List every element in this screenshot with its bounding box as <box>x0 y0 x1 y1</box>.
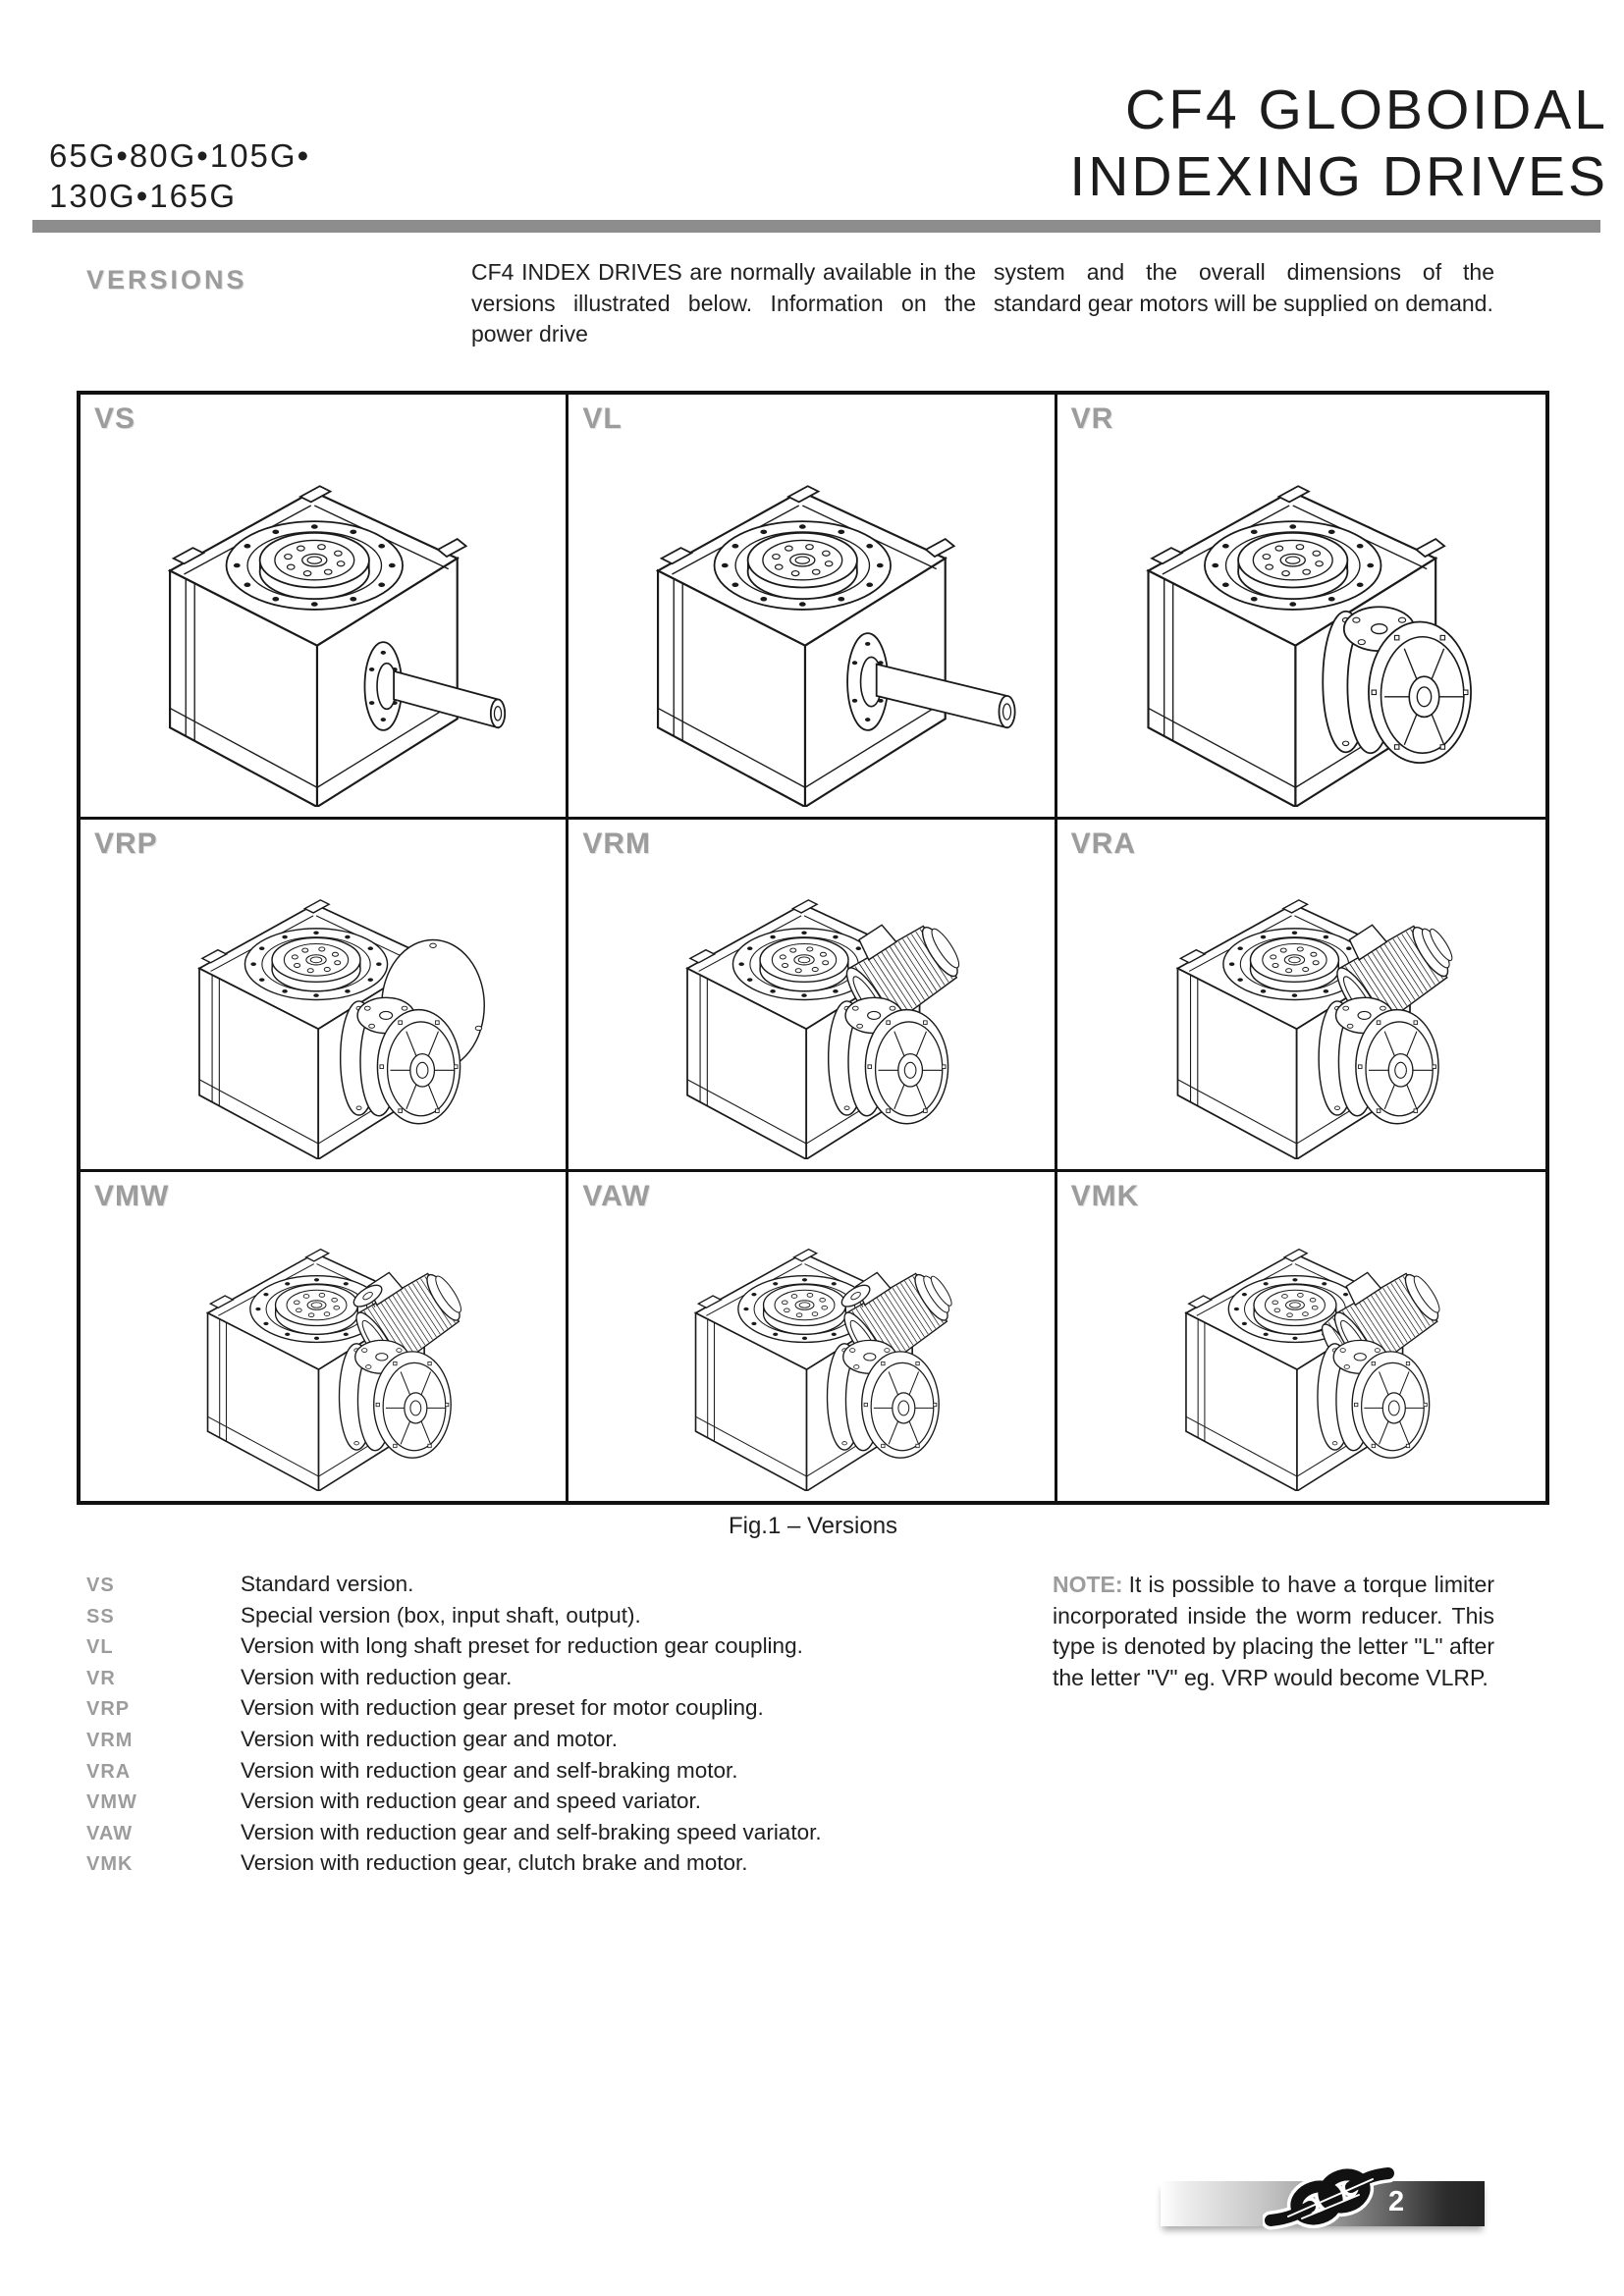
legend-code: VS <box>86 1575 115 1596</box>
product-codes-line1: 65G•80G•105G• <box>49 137 311 174</box>
grid-cell-vr <box>1057 395 1545 820</box>
machine-drawing-vr <box>1067 428 1536 807</box>
machine-drawing-vmk <box>1067 1205 1536 1491</box>
machine-drawing-vmw <box>90 1205 557 1491</box>
page-title-line1: CF4 GLOBOIDAL <box>1125 79 1608 141</box>
header-rule <box>32 220 1600 233</box>
cell-label-vrm: VRM <box>582 828 651 860</box>
legend-row-vs <box>86 1572 822 1603</box>
versions-legend <box>86 1572 822 1882</box>
legend-row-vaw <box>86 1820 822 1851</box>
legend-row-vrm <box>86 1727 822 1758</box>
legend-description: Version with reduction gear, clutch brake and motor. <box>241 1850 748 1876</box>
legend-code: VRA <box>86 1760 132 1783</box>
legend-row-ss <box>86 1603 822 1634</box>
legend-row-vmw <box>86 1789 822 1820</box>
legend-code: VRP <box>86 1698 131 1721</box>
note-paragraph <box>1053 1570 1494 1693</box>
grid-cell-vrm <box>568 820 1056 1172</box>
legend-row-vra <box>86 1758 822 1789</box>
legend-row-vrp <box>86 1695 822 1727</box>
machine-drawing-vra <box>1067 853 1536 1159</box>
grid-cell-vra <box>1057 820 1545 1172</box>
legend-description: Version with reduction gear and self-braking speed variator. <box>241 1819 822 1844</box>
cell-label-vr: VR <box>1070 402 1114 435</box>
legend-description: Standard version. <box>241 1572 414 1596</box>
brand-knot-logo-icon <box>1263 2158 1396 2238</box>
legend-code: VR <box>86 1667 116 1689</box>
legend-row-vr <box>86 1665 822 1696</box>
cell-label-vmw: VMW <box>94 1180 170 1212</box>
legend-row-vl <box>86 1633 822 1665</box>
page-number: 2 <box>1388 2186 1405 2217</box>
cell-label-vrp: VRP <box>94 828 158 860</box>
legend-description: Version with reduction gear and self-braking motor. <box>241 1757 738 1783</box>
page-title-line2: INDEXING DRIVES <box>1069 145 1608 208</box>
intro-paragraph-1: CF4 INDEX DRIVES are normally available in the versions illustrated below. Information on the power drive <box>471 259 976 347</box>
note-text: It is possible to have a torque limiter incorporated inside the worm reducer. This type is denoted by placing the letter "L" after the letter "V" eg. VRP would become VLRP. <box>1053 1572 1494 1690</box>
legend-code: VMW <box>86 1791 137 1814</box>
cell-label-vmk: VMK <box>1070 1180 1140 1212</box>
legend-description: Version with reduction gear. <box>241 1664 513 1689</box>
figure-caption: Fig.1 – Versions <box>728 1513 898 1539</box>
legend-description: Version with long shaft preset for reduction gear coupling. <box>241 1633 803 1659</box>
machine-drawing-vaw <box>578 1205 1045 1491</box>
section-heading-versions: VERSIONS <box>86 265 247 294</box>
legend-row-vmk <box>86 1850 822 1882</box>
cell-label-vs: VS <box>94 402 136 435</box>
grid-cell-vs <box>81 395 568 820</box>
grid-cell-vrp <box>81 820 568 1172</box>
versions-figure-grid <box>77 391 1549 1505</box>
legend-code: VAW <box>86 1822 134 1844</box>
cell-label-vra: VRA <box>1070 828 1136 860</box>
grid-cell-vmk <box>1057 1172 1545 1501</box>
machine-drawing-vrp <box>90 853 557 1159</box>
intro-paragraph-2: system and the overall dimensions of the standard gear motors will be supplied on demand. <box>994 259 1494 316</box>
legend-description: Version with reduction gear preset for motor coupling. <box>241 1695 764 1721</box>
machine-drawing-vl <box>578 428 1045 807</box>
machine-drawing-vrm <box>578 853 1045 1159</box>
product-codes <box>49 135 310 216</box>
grid-cell-vl <box>568 395 1056 820</box>
legend-description: Version with reduction gear and speed variator. <box>241 1789 702 1814</box>
legend-description: Version with reduction gear and motor. <box>241 1726 618 1751</box>
product-codes-line2: 130G•165G <box>49 178 238 214</box>
legend-code: VL <box>86 1636 114 1659</box>
machine-drawing-vs <box>90 428 557 807</box>
legend-code: VMK <box>86 1853 134 1876</box>
grid-cell-vaw <box>568 1172 1056 1501</box>
note-label: NOTE: <box>1053 1572 1123 1597</box>
legend-description: Special version (box, input shaft, output). <box>241 1602 641 1628</box>
legend-code: SS <box>86 1605 115 1628</box>
cell-label-vaw: VAW <box>582 1180 651 1212</box>
page-title <box>1069 77 1608 210</box>
legend-code: VRM <box>86 1729 134 1751</box>
grid-cell-vmw <box>81 1172 568 1501</box>
cell-label-vl: VL <box>582 402 623 435</box>
